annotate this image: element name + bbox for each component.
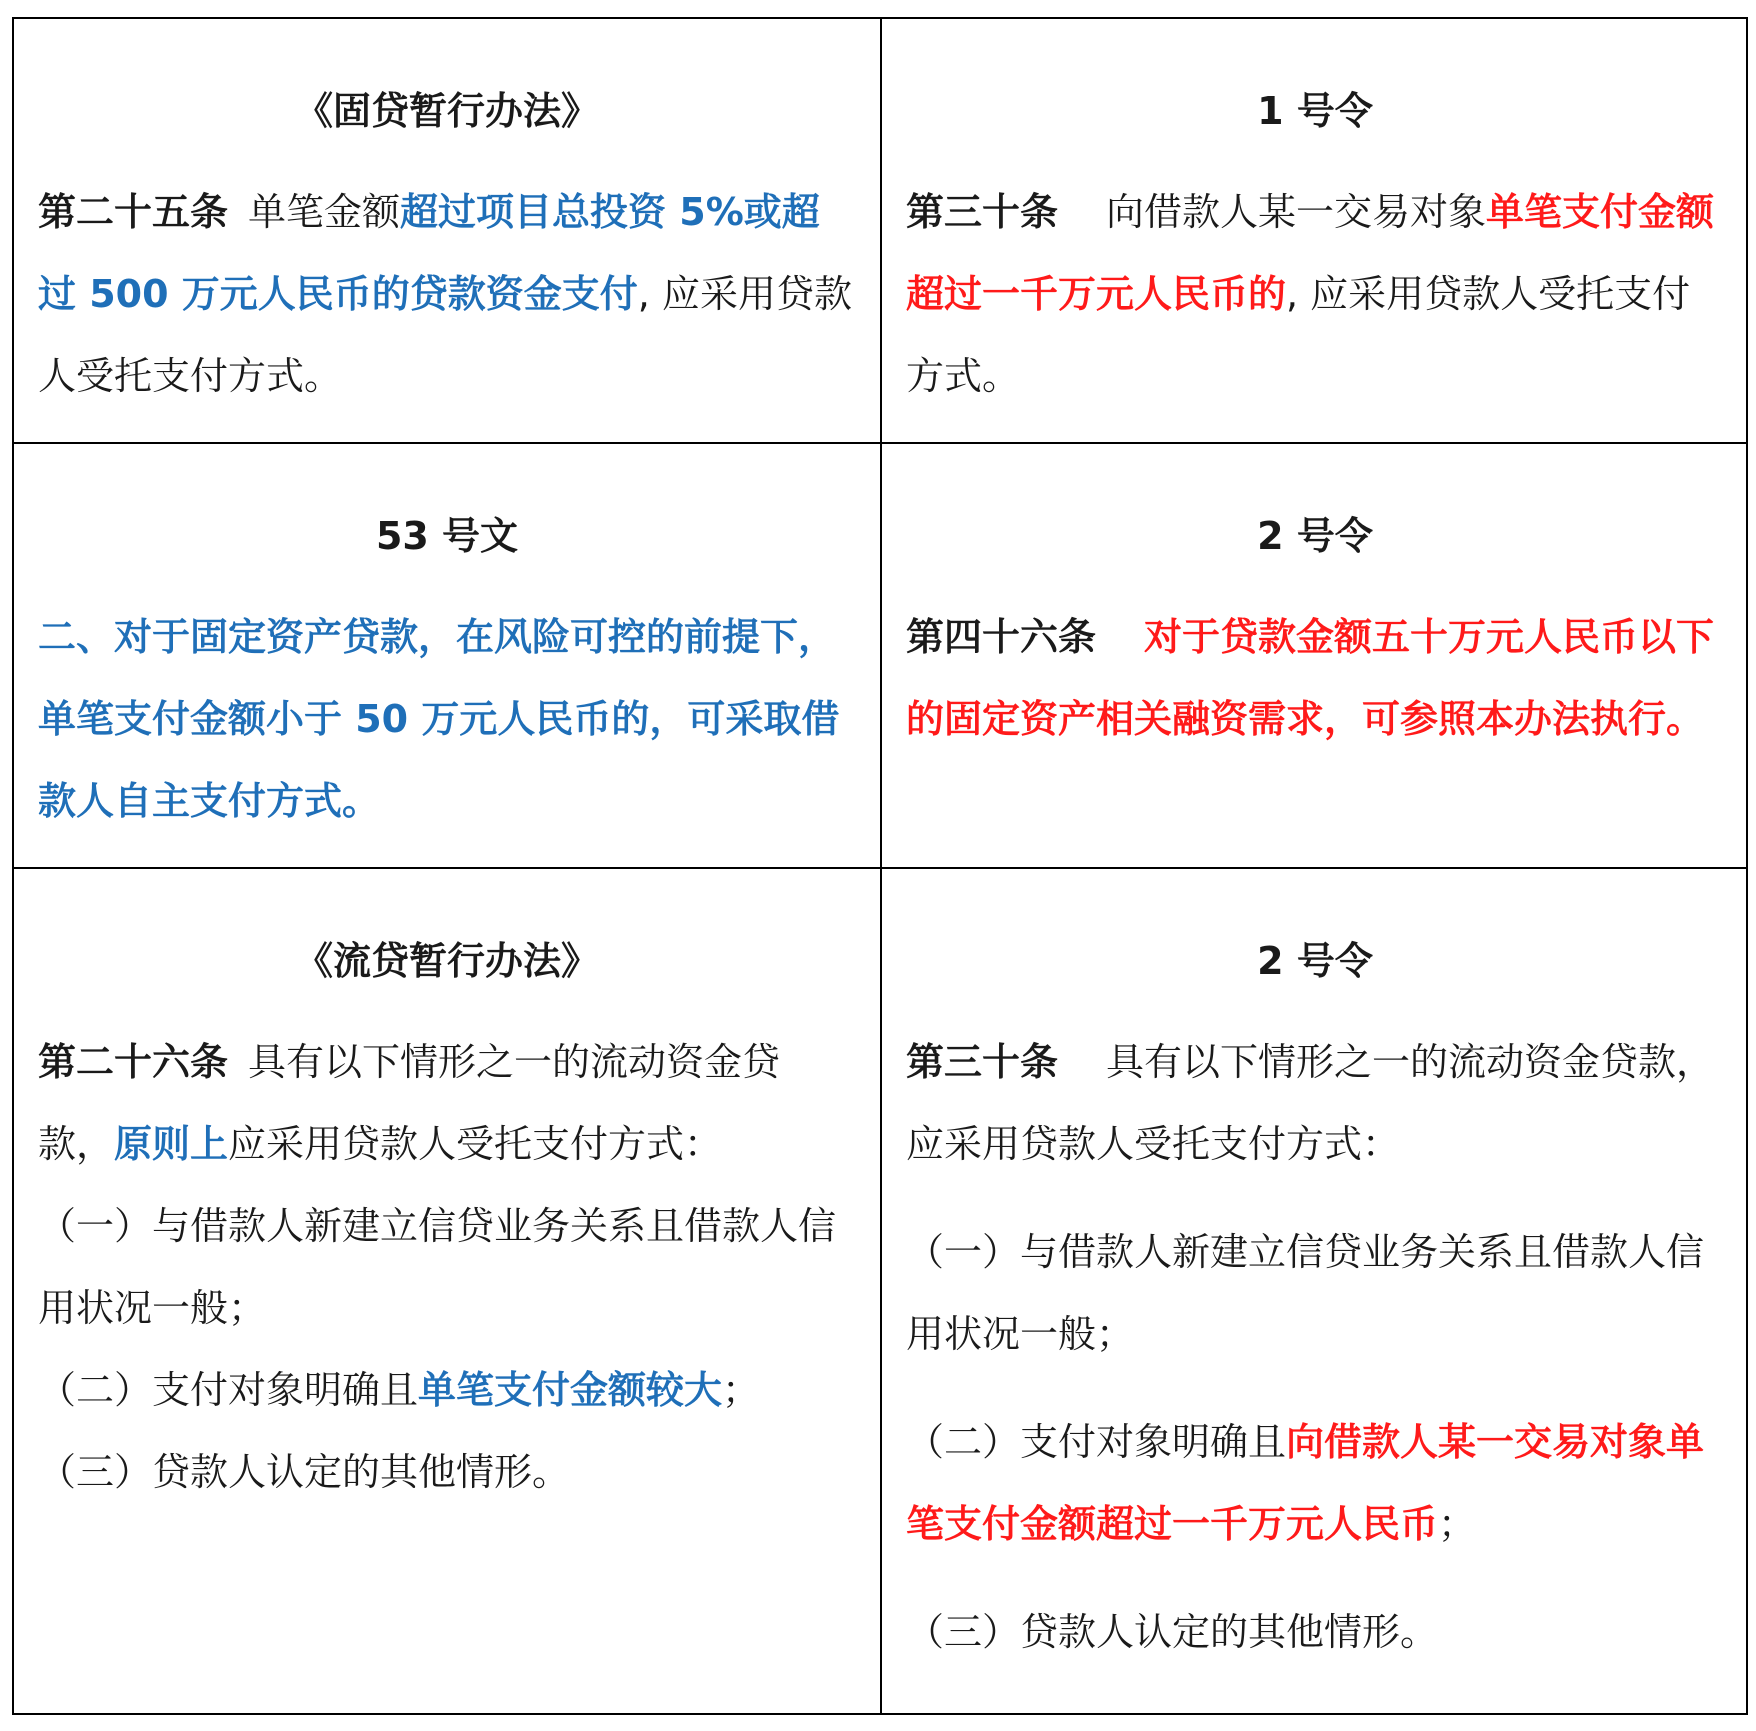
cell-title: 2 号令 (1257, 939, 1373, 983)
highlight-blue: 单笔支付金额较大 (418, 1368, 723, 1412)
article-text (38, 171, 856, 417)
highlight-blue: 超过项目总投资 5%或超过 500 万元人民币的贷款资金支付 (38, 190, 820, 316)
article-text (906, 596, 1724, 760)
text-segment: ； (1438, 1502, 1477, 1546)
comparison-table (12, 17, 1748, 1715)
text-segment: （二）支付对象明确且 (38, 1368, 419, 1412)
cell-order-2-b (882, 869, 1748, 1713)
list-item: （一）与借款人新建立信贷业务关系且借款人信用状况一般； (906, 1230, 1705, 1356)
text-segment: 向借款人某一交易对象 (1106, 190, 1487, 234)
list-item (906, 1401, 1724, 1565)
list-item: （三）贷款人认定的其他情形。 (906, 1610, 1439, 1654)
text-segment: , 应采用贷款人受托支付方式。 (906, 272, 1691, 398)
cell-doc-53 (14, 444, 882, 869)
article-number: 第四十六条 (906, 615, 1097, 659)
article-text (906, 1021, 1724, 1185)
list-item: （三）贷款人认定的其他情形。 (38, 1450, 571, 1494)
highlight-blue: 二、对于固定资产贷款，在风险可控的前提下，单笔支付金额小于 50 万元人民币的，可采取借款人自主支付方式。 (38, 615, 840, 823)
text-segment: 应采用贷款人受托支付方式： (228, 1122, 723, 1166)
cell-fixed-loan-interim (14, 19, 882, 444)
cell-title: 2 号令 (1257, 514, 1373, 558)
text-segment: 单笔金额 (248, 190, 401, 234)
article-text (38, 1021, 856, 1185)
text-segment: 具有以下情形之一的流动资金贷款，应采用贷款人受托支付方式： (906, 1040, 1715, 1166)
text-segment: （二）支付对象明确且 (906, 1420, 1287, 1464)
list-item (38, 1349, 856, 1431)
cell-order-1 (882, 19, 1748, 444)
highlight-red: 单笔支付金额超过一千万元人民币的 (906, 190, 1715, 316)
cell-title: 《流贷暂行办法》 (294, 939, 599, 983)
cell-order-2-a (882, 444, 1748, 869)
text-segment: , 应采用贷款人受托支付方式。 (38, 272, 852, 398)
cell-working-capital-interim (14, 869, 882, 1713)
article-number: 第三十条 (906, 190, 1059, 234)
article-number: 第二十六条 (38, 1040, 229, 1084)
cell-title: 1 号令 (1257, 89, 1373, 133)
highlight-red: 向借款人某一交易对象单笔支付金额超过一千万元人民币 (906, 1420, 1705, 1546)
text-segment: ； (722, 1368, 761, 1412)
text-segment: 具有以下情形之一的流动资金贷款， (38, 1040, 781, 1166)
article-text (906, 171, 1724, 417)
highlight-blue: 原则上 (114, 1122, 229, 1166)
highlight-red: 对于贷款金额五十万元人民币以下的固定资产相关融资需求，可参照本办法执行。 (906, 615, 1715, 741)
cell-title: 53 号文 (375, 514, 519, 558)
cell-title: 《固贷暂行办法》 (294, 89, 599, 133)
article-number: 第三十条 (906, 1040, 1059, 1084)
article-number: 第二十五条 (38, 190, 229, 234)
list-item: （一）与借款人新建立信贷业务关系且借款人信用状况一般； (38, 1204, 837, 1330)
